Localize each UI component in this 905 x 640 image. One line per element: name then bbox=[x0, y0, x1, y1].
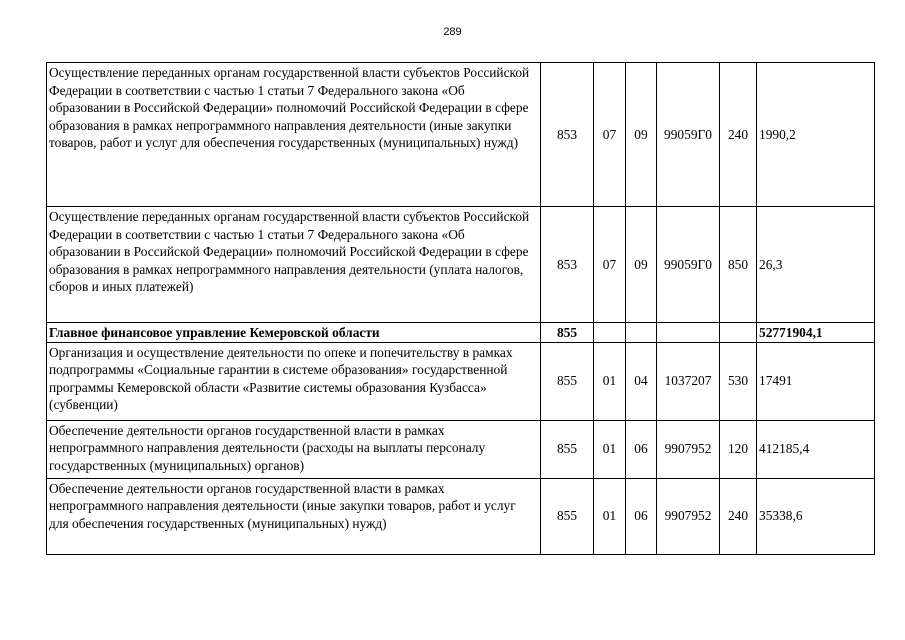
budget-table bbox=[46, 62, 875, 555]
row-description: Организация и осуществление деятельности по опеке и попечительству в рамках подпрограммы «Социальные гарантии в системе образования» государственной программы Кемеровской области «Развитие системы образования Кузбасса» (субвенции) bbox=[47, 342, 541, 420]
table-row bbox=[47, 63, 875, 207]
table-row bbox=[47, 342, 875, 420]
section-code: 01 bbox=[594, 420, 626, 478]
table-row bbox=[47, 207, 875, 323]
expense-type-code: 850 bbox=[720, 207, 757, 323]
expense-type-code: 120 bbox=[720, 420, 757, 478]
subsection-code: 04 bbox=[626, 342, 657, 420]
amount: 35338,6 bbox=[757, 478, 875, 554]
ministry-code: 855 bbox=[541, 420, 594, 478]
ministry-code: 853 bbox=[541, 63, 594, 207]
subsection-code: 09 bbox=[626, 207, 657, 323]
ministry-code: 855 bbox=[541, 478, 594, 554]
subsection-code: 09 bbox=[626, 63, 657, 207]
amount: 1990,2 bbox=[757, 63, 875, 207]
subsection-code: 06 bbox=[626, 420, 657, 478]
expense-type-code: 240 bbox=[720, 63, 757, 207]
expense-type-code: 240 bbox=[720, 478, 757, 554]
ministry-code: 853 bbox=[541, 207, 594, 323]
row-description: Осуществление переданных органам государственной власти субъектов Российской Федерации в соответствии с частью 1 статьи 7 Федерального закона «Об образовании в Российской Федерации» полномочий Российской Федерации в сфере образования в рамках непрограммного направления деятельности (иные закупки товаров, работ и услуг для обеспечения государственных (муниципальных) нужд) bbox=[47, 63, 541, 207]
amount: 52771904,1 bbox=[757, 323, 875, 343]
target-article-code: 1037207 bbox=[657, 342, 720, 420]
table-row bbox=[47, 323, 875, 343]
target-article-code: 9907952 bbox=[657, 420, 720, 478]
row-description: Осуществление переданных органам государственной власти субъектов Российской Федерации в соответствии с частью 1 статьи 7 Федерального закона «Об образовании в Российской Федерации» полномочий Российской Федерации в сфере образования в рамках непрограммного направления деятельности (уплата налогов, сборов и иных платежей) bbox=[47, 207, 541, 323]
row-description: Обеспечение деятельности органов государственной власти в рамках непрограммного направления деятельности (иные закупки товаров, работ и услуг для обеспечения государственных (муниципальных) нужд) bbox=[47, 478, 541, 554]
subsection-code: 06 bbox=[626, 478, 657, 554]
amount: 17491 bbox=[757, 342, 875, 420]
row-description: Главное финансовое управление Кемеровской области bbox=[47, 323, 541, 343]
subsection-code bbox=[626, 323, 657, 343]
expense-type-code bbox=[720, 323, 757, 343]
expense-type-code: 530 bbox=[720, 342, 757, 420]
target-article-code: 9907952 bbox=[657, 478, 720, 554]
page-number: 289 bbox=[443, 26, 462, 38]
section-code bbox=[594, 323, 626, 343]
amount: 412185,4 bbox=[757, 420, 875, 478]
section-code: 07 bbox=[594, 63, 626, 207]
ministry-code: 855 bbox=[541, 323, 594, 343]
amount: 26,3 bbox=[757, 207, 875, 323]
section-code: 07 bbox=[594, 207, 626, 323]
target-article-code bbox=[657, 323, 720, 343]
section-code: 01 bbox=[594, 478, 626, 554]
table-row bbox=[47, 420, 875, 478]
table-row bbox=[47, 478, 875, 554]
row-description: Обеспечение деятельности органов государственной власти в рамках непрограммного направления деятельности (расходы на выплаты персоналу государственных (муниципальных) органов) bbox=[47, 420, 541, 478]
target-article-code: 99059Г0 bbox=[657, 207, 720, 323]
ministry-code: 855 bbox=[541, 342, 594, 420]
section-code: 01 bbox=[594, 342, 626, 420]
target-article-code: 99059Г0 bbox=[657, 63, 720, 207]
